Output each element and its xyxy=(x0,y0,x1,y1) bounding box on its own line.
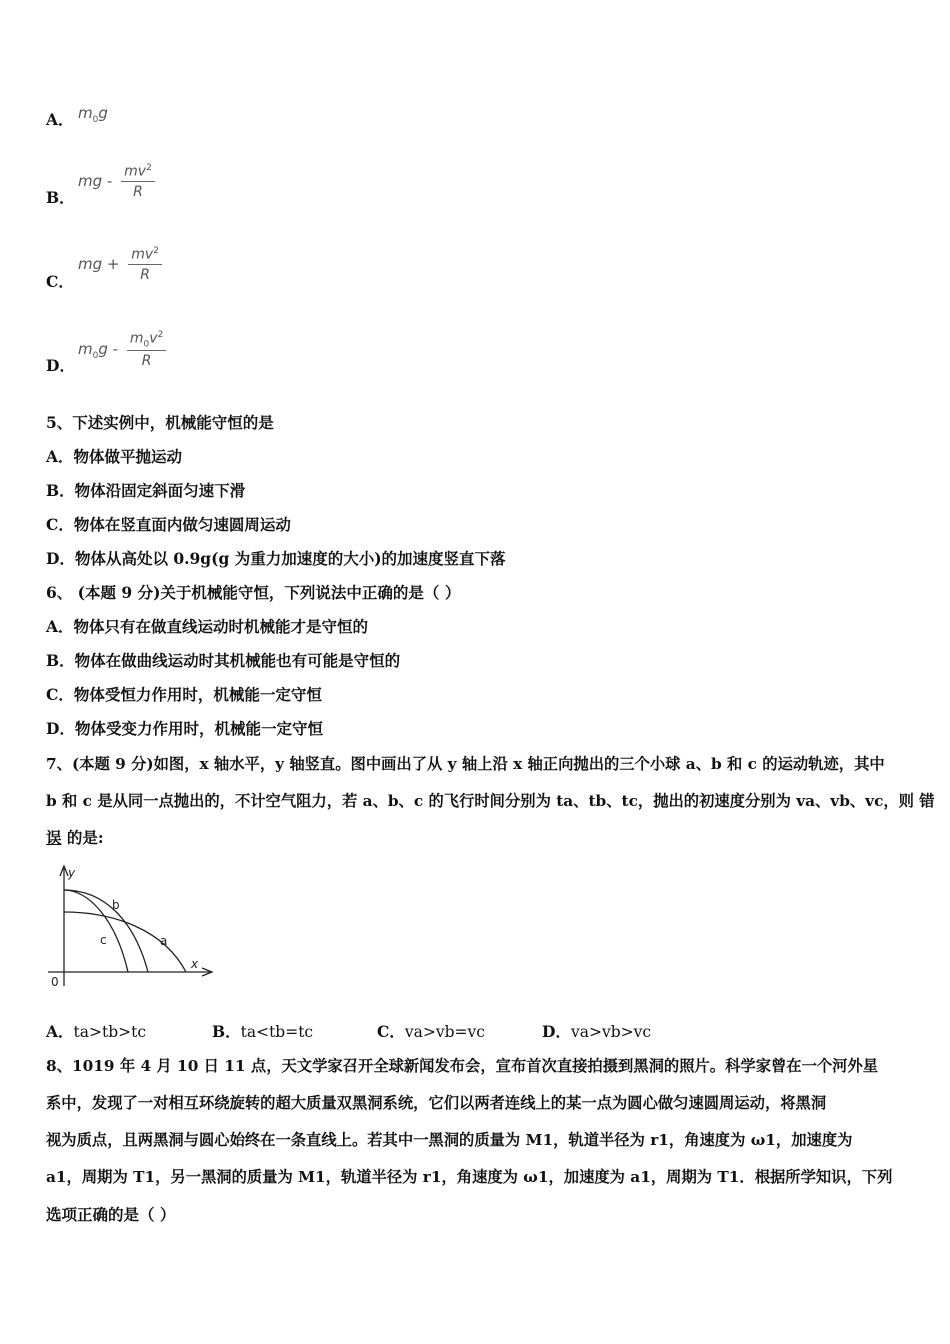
q7-option-d: D．va>vb>vc xyxy=(542,1022,652,1041)
option-label: A． xyxy=(46,110,74,129)
q7-option-c: C．va>vb=vc xyxy=(377,1022,485,1041)
q7-stem-line3: 误 的是: xyxy=(46,828,104,847)
q5-option-d: D．物体从高处以 0.9g(g 为重力加速度的大小)的加速度竖直下落 xyxy=(46,549,506,568)
q5-stem: 5、下述实例中，机械能守恒的是 xyxy=(46,413,274,432)
curve-b-label: b xyxy=(112,898,120,912)
q5-option-a: A．物体做平抛运动 xyxy=(46,447,183,466)
q6-option-c: C．物体受恒力作用时，机械能一定守恒 xyxy=(46,685,322,704)
q7-option-a: A．ta>tb>tc xyxy=(46,1022,147,1041)
fraction: $\frac{m_0v^2}{R}$ xyxy=(127,330,166,369)
q4-option-a-formula: $m_0g$ xyxy=(78,104,108,125)
q8-stem-line3: 视为质点，且两黑洞与圆心始终在一条直线上。若其中一黑洞的质量为 M1，轨道半径为 r1，角速度为 ω1，加速度为 xyxy=(46,1131,853,1149)
q5-option-b: B．物体沿固定斜面匀速下滑 xyxy=(46,481,246,500)
q6-option-a: A．物体只有在做直线运动时机械能才是守恒的 xyxy=(46,617,369,636)
q8-stem-line4: a1，周期为 T1，另一黑洞的质量为 M1，轨道半径为 r1，角速度为 ω1，加速度为 a1，周期为 T1．根据所学知识，下列 xyxy=(46,1168,893,1186)
q4-option-b: B． xyxy=(46,188,75,207)
fraction: $\frac{mv^2}{R}$ xyxy=(121,163,155,200)
curve-a-label: a xyxy=(160,934,168,948)
q8-stem-line2: 系中，发现了一对相互环绕旋转的超大质量双黑洞系统，它们以两者连线上的某一点为圆心做匀速圆周运动，将黑洞 xyxy=(46,1094,827,1112)
q8-stem-line5: 选项正确的是（ ） xyxy=(46,1205,176,1224)
origin-label: 0 xyxy=(51,975,59,989)
q6-stem: 6、 (本题 9 分)关于机械能守恒，下列说法中正确的是（ ） xyxy=(46,583,461,602)
q8-stem-line1: 8、1019 年 4 月 10 日 11 点，天文学家召开全球新闻发布会，宣布首次直接拍摄到黑洞的照片。科学家曾在一个河外星 xyxy=(46,1057,879,1075)
q4-option-c: C． xyxy=(46,272,74,291)
q7-option-b: B．ta<tb=tc xyxy=(212,1022,314,1041)
q4-option-c-formula: mg + $\frac{mv^2}{R}$ xyxy=(78,246,162,283)
curve-b xyxy=(64,890,148,972)
fraction: $\frac{mv^2}{R}$ xyxy=(128,246,162,283)
x-axis-label: x xyxy=(191,957,199,971)
q4-option-d-formula: $m_0g$ - $\frac{m_0v^2}{R}$ xyxy=(78,330,166,369)
q4-option-d: D． xyxy=(46,356,75,375)
q6-option-b: B．物体在做曲线运动时其机械能也有可能是守恒的 xyxy=(46,651,401,670)
y-axis-label: y xyxy=(68,866,76,880)
q6-option-d: D．物体受变力作用时，机械能一定守恒 xyxy=(46,719,323,738)
q4-option-a xyxy=(46,108,74,130)
q7-stem-line2: b 和 c 是从同一点抛出的，不计空气阻力，若 a、b、c 的飞行时间分别为 ta、tb、tc，抛出的初速度分别为 va、vb、vc，则 错 xyxy=(46,792,935,810)
trajectory-figure xyxy=(44,860,219,992)
q7-stem-line1: 7、(本题 9 分)如图，x 轴水平，y 轴竖直。图中画出了从 y 轴上沿 x 轴正向抛出的三个小球 a、b 和 c 的运动轨迹，其中 xyxy=(46,755,885,773)
curve-c-label: c xyxy=(100,933,107,947)
underlined-word: 误 xyxy=(46,828,62,847)
q4-option-b-formula: mg - $\frac{mv^2}{R}$ xyxy=(78,163,155,200)
q5-option-c: C．物体在竖直面内做匀速圆周运动 xyxy=(46,515,291,534)
